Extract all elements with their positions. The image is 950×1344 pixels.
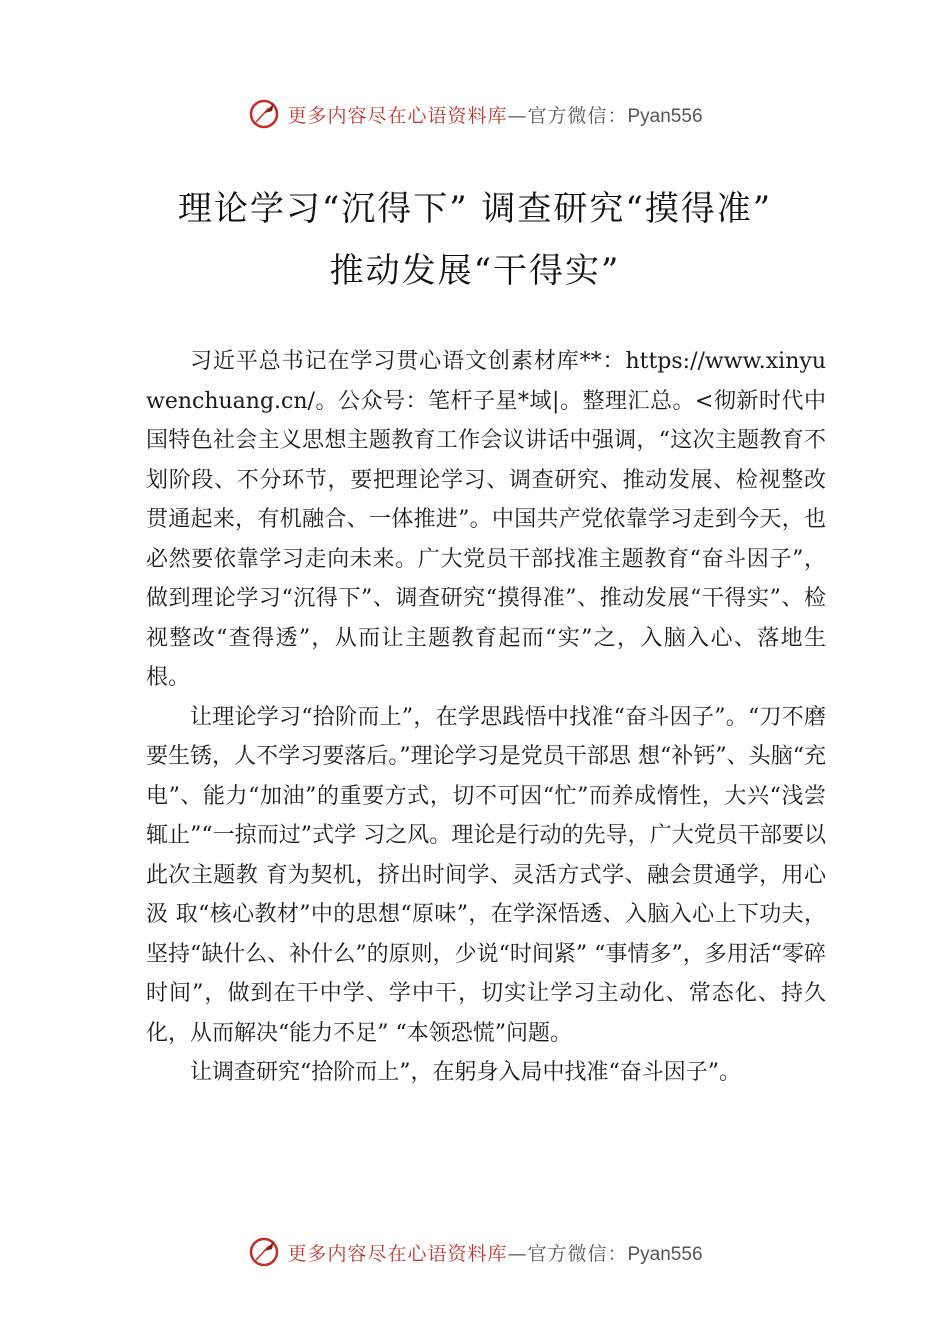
banner-text: 更多内容尽在心语资料库—官方微信：Pyan556: [287, 104, 703, 127]
footer-banner: [0, 1232, 950, 1272]
paragraph-3: 让调查研究“拾阶而上”，在躬身入局中找准“奋斗因子”。: [190, 1060, 741, 1085]
title-line-2: 推动发展“干得实”: [329, 251, 621, 291]
paragraph-2: 让理论学习“拾阶而上”，在学思践悟中找准“奋斗因子”。“刀不磨要生锈，人不学习要落后。”理论学习是党员干部思 想“补钙”、头脑“充电”、能力“加油”的重要方式，切不可因“忙”而养成惰性，大兴“浅尝辄止”“一掠而过”式学 习之风。理论是行动的先导，广大党员干部要以此次主题教 育为契机，挤出时间学、灵活方式学、融会贯通学，用心汲 取“核心教材”中的思想“原味”，在学深悟透、入脑入心上下功夫，坚持“缺什么、补什么”的原则，少说“时间紧” “事情多”，多用活“零碎时间”，做到在干中学、学中干，切实让学习主动化、常态化、持久化，从而解决“能力不足” “本领恐慌”问题。: [146, 704, 826, 1046]
quill-logo-icon: [247, 1235, 281, 1269]
title-line-1: 理论学习“沉得下” 调查研究“摸得准”: [177, 189, 773, 229]
header-banner: [0, 94, 950, 134]
quill-logo-icon: [247, 97, 281, 131]
banner-text: 更多内容尽在心语资料库—官方微信：Pyan556: [287, 1242, 703, 1265]
paragraph-1: 习近平总书记在学习贯心语文创素材库**：https://www.xinyuwenchuang.cn/。公众号：笔杆子星*域|。整理汇总。<彻新时代中国特色社会主义思想主题教育工作会议讲话中强调，“这次主题教育不划阶段、不分环节，要把理论学习、调查研究、推动发展、检视整改贯通起来，有机融合、一体推进”。中国共产党依靠学习走到今天，也必然要依靠学习走向未来。广大党员干部找准主题教育“奋斗因子”，做到理论学习“沉得下”、调查研究“摸得准”、推动发展“干得实”、检视整改“查得透”，从而让主题教育起而“实”之，入脑入心、落地生根。: [146, 349, 826, 690]
article-body: [146, 342, 826, 1093]
